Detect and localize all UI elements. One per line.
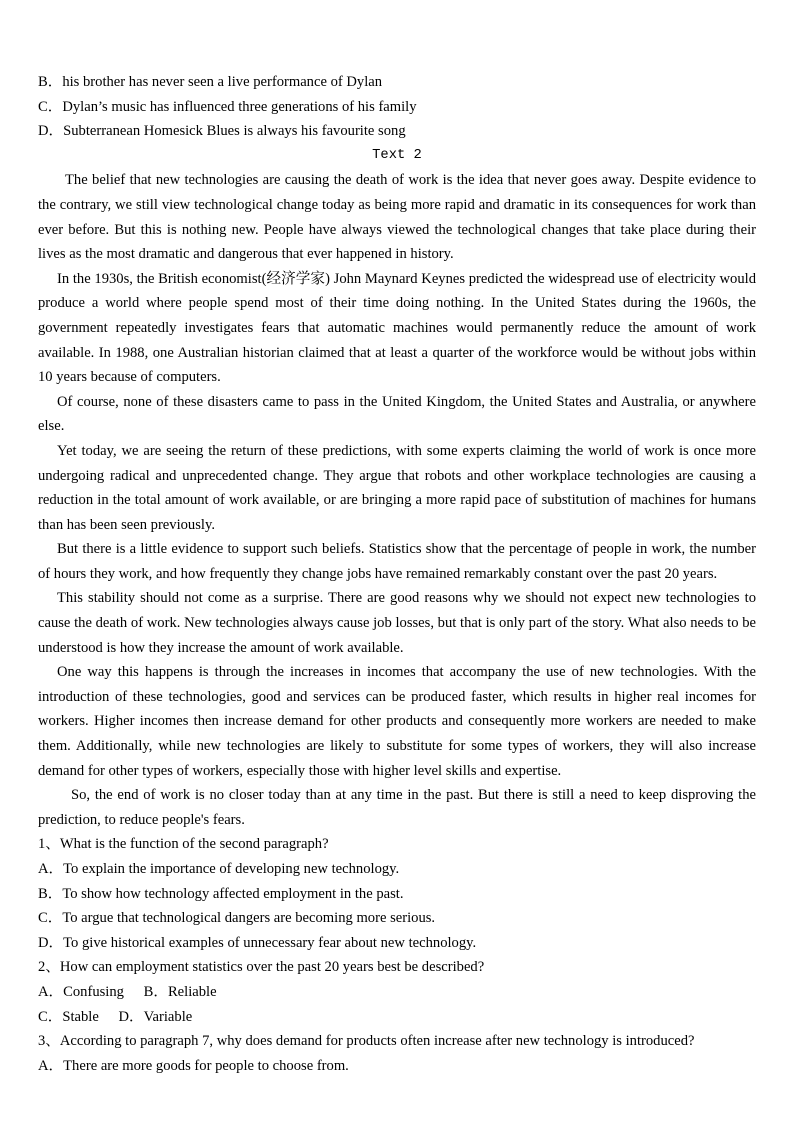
option-text: To argue that technological dangers are becoming more serious. bbox=[62, 910, 436, 927]
question-option bbox=[38, 984, 124, 1000]
answer-options-top bbox=[38, 70, 756, 144]
answer-option-line bbox=[38, 119, 756, 144]
reading-passage bbox=[38, 168, 756, 832]
option-label: B． bbox=[38, 885, 63, 902]
question-block-1 bbox=[38, 832, 756, 955]
question-option bbox=[118, 1009, 192, 1025]
question-option bbox=[38, 1009, 99, 1025]
option-text: To give historical examples of unnecessary fear about new technology. bbox=[63, 934, 477, 951]
option-text: Variable bbox=[143, 1008, 193, 1025]
question-block-2 bbox=[38, 955, 756, 1029]
option-label: C． bbox=[38, 1008, 63, 1025]
passage-paragraph: So, the end of work is no closer today than at any time in the past. But there is still a need to keep disproving the prediction, to reduce people's fears. bbox=[38, 787, 756, 828]
option-label: D． bbox=[118, 1008, 144, 1025]
option-label: C． bbox=[38, 98, 63, 115]
option-label: C． bbox=[38, 910, 63, 927]
passage-paragraph: Yet today, we are seeing the return of these predictions, with some experts claiming the world of work is once more undergoing radical and unprecedented change. They argue that robots and other workplace technologies are causing a reduction in the total amount of work available, or are bringing a more rapid pace of substitution of machines for humans than has been seen previously. bbox=[38, 442, 756, 533]
option-text: Reliable bbox=[167, 983, 217, 1000]
option-label: D． bbox=[38, 934, 64, 951]
passage-paragraph: But there is a little evidence to support such beliefs. Statistics show that the percentage of people in work, the number of hours they work, and how frequently they change jobs have remained remarkably constant over the past 20 years. bbox=[38, 541, 756, 582]
option-label: A． bbox=[38, 983, 64, 1000]
passage-paragraph: In the 1930s, the British economist(经济学家) John Maynard Keynes predicted the widespread use of electricity would produce a world where people spend most of their time doing nothing. In the United States during the 1960s, the government repeatedly investigates fears that automatic machines would permanently reduce the amount of work available. In 1988, one Australian historian claimed that at least a quarter of the workforce would be without jobs within 10 years because of computers. bbox=[38, 270, 756, 386]
passage-paragraph: Of course, none of these disasters came to pass in the United Kingdom, the United States and Australia, or anywhere else. bbox=[38, 393, 756, 435]
option-text: Dylan’s music has influenced three generations of his family bbox=[62, 98, 417, 115]
option-text: There are more goods for people to choose from. bbox=[63, 1057, 349, 1074]
question-block-3 bbox=[38, 1029, 756, 1078]
answer-option-line bbox=[38, 95, 756, 120]
option-label: D． bbox=[38, 123, 64, 140]
option-label: A． bbox=[38, 1057, 64, 1074]
passage-paragraph: The belief that new technologies are causing the death of work is the idea that never goes away. Despite evidence to the contrary, we still view technological change today as being more rapid and dramatic in its consequences for work than ever before. But this is nothing new. People have always viewed the technological changes that take place during their lives as the most dramatic and dangerous that ever happened in history. bbox=[38, 172, 756, 263]
passage-paragraph: This stability should not come as a surprise. There are good reasons why we should not expect new technologies to cause the death of work. New technologies always cause job losses, but that is only part of the story. What also needs to be understood is how they increase the amount of work available. bbox=[38, 590, 756, 656]
option-text: Stable bbox=[62, 1008, 99, 1025]
option-text: Confusing bbox=[63, 983, 124, 1000]
option-text: To show how technology affected employment in the past. bbox=[62, 885, 404, 902]
option-label: A． bbox=[38, 861, 64, 877]
question-option bbox=[38, 931, 756, 956]
question-option bbox=[38, 882, 756, 907]
passage-paragraph: One way this happens is through the increases in incomes that accompany the use of new technologies. With the introduction of these technologies, good and services can be produced faster, which results in higher real incomes for workers. Higher incomes then increase demand for other products and consequently more workers are needed to make them. Additionally, while new technologies are likely to substitute for some types of workers, they will also increase demand for other types of workers, especially those with higher level skills and expertise. bbox=[38, 664, 756, 779]
question-stem: 1、What is the function of the second paragraph? bbox=[38, 836, 329, 853]
option-text: Subterranean Homesick Blues is always his favourite song bbox=[63, 123, 406, 140]
option-text: To explain the importance of developing new technology. bbox=[63, 861, 400, 877]
question-option bbox=[38, 1054, 756, 1079]
question-option-row bbox=[38, 980, 756, 1005]
question-stem: 2、How can employment statistics over the past 20 years best be described? bbox=[38, 959, 485, 976]
section-heading: Text 2 bbox=[372, 147, 422, 163]
option-label: B． bbox=[143, 983, 168, 1000]
question-option bbox=[144, 984, 217, 1000]
option-text: his brother has never seen a live performance of Dylan bbox=[62, 74, 383, 90]
question-option bbox=[38, 906, 756, 931]
option-label: B． bbox=[38, 74, 63, 90]
question-option-row bbox=[38, 1005, 756, 1030]
question-option bbox=[38, 857, 756, 882]
question-stem: 3、According to paragraph 7, why does demand for products often increase after new technology is introduced? bbox=[38, 1033, 695, 1050]
answer-option-line bbox=[38, 70, 756, 95]
